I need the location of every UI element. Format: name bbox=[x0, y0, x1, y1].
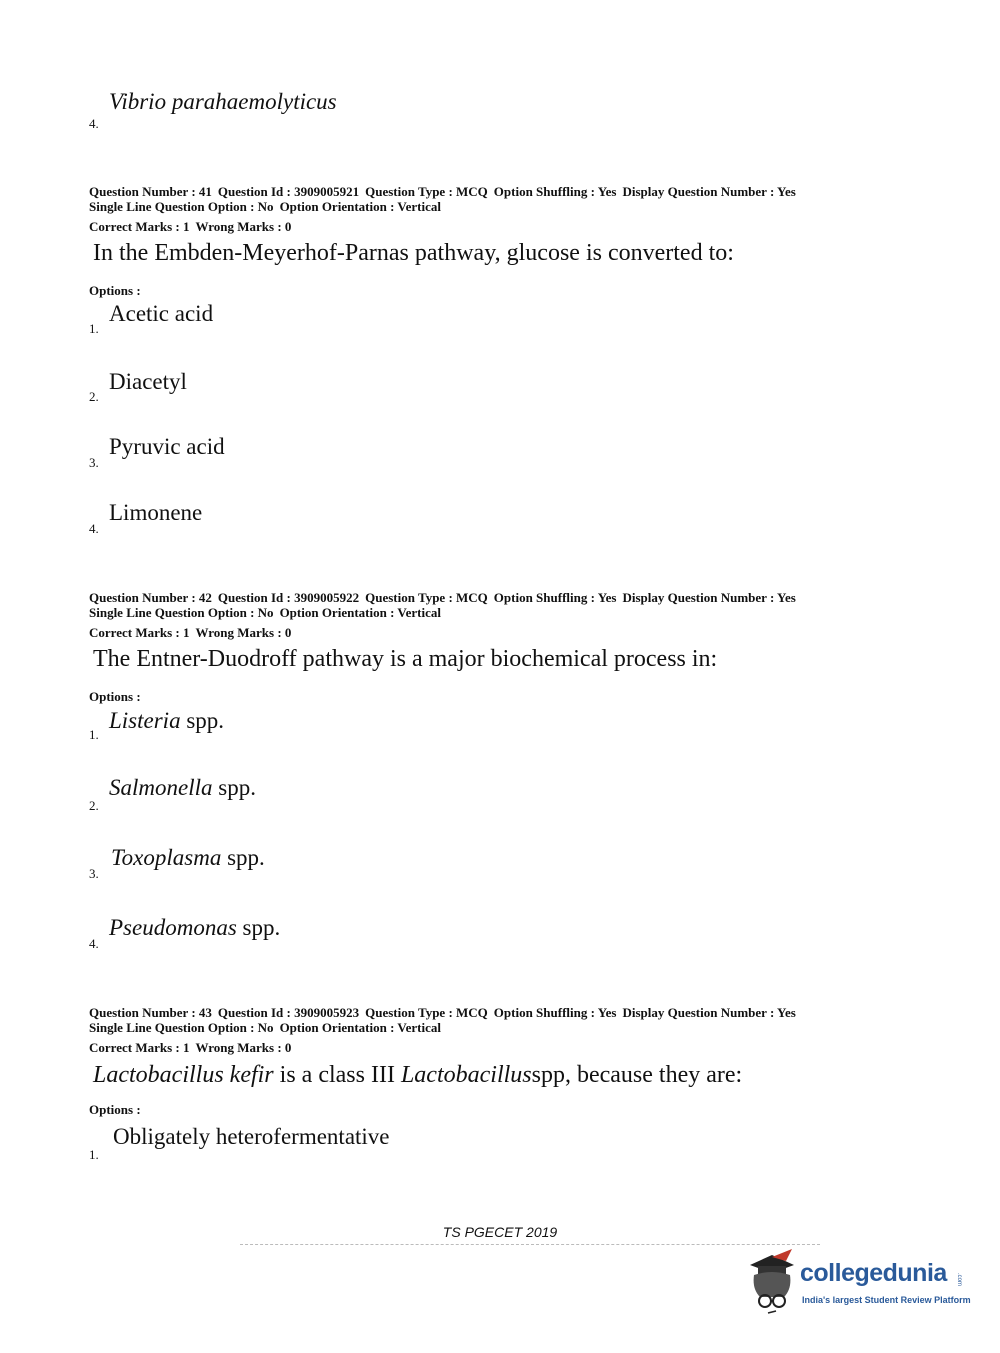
option-text: Vibrio parahaemolyticus bbox=[109, 89, 337, 114]
options-label: Options : bbox=[89, 283, 141, 298]
question-marks: Correct Marks : 1 Wrong Marks : 0 bbox=[89, 1040, 292, 1055]
footer-text: TS PGECET 2019 bbox=[442, 1224, 558, 1240]
footer-divider bbox=[240, 1244, 820, 1245]
option-text: Acetic acid bbox=[109, 301, 214, 326]
question-meta: Single Line Question Option : No Option Orientation : Vertical bbox=[89, 199, 441, 214]
option-text: Diacetyl bbox=[109, 369, 187, 394]
collegedunia-logo bbox=[742, 1247, 972, 1317]
option-number: 1. bbox=[89, 1147, 99, 1162]
option-text: Salmonella spp. bbox=[109, 775, 256, 800]
option-text: Pseudomonas spp. bbox=[109, 915, 281, 940]
logo-wordmark: collegedunia bbox=[800, 1259, 947, 1287]
option-text: Listeria spp. bbox=[109, 708, 225, 733]
option-number: 4. bbox=[89, 521, 99, 536]
option-text: Obligately heterofermentative bbox=[113, 1124, 390, 1149]
question-meta: Single Line Question Option : No Option Orientation : Vertical bbox=[89, 1020, 441, 1035]
option-number: 1. bbox=[89, 321, 99, 336]
mascot-icon bbox=[742, 1247, 802, 1317]
options-label: Options : bbox=[89, 1102, 141, 1117]
question-meta: Question Number : 42 Question Id : 3909005922 Question Type : MCQ Option Shuffling : Yes Display Question Number : Yes bbox=[89, 590, 796, 605]
question-marks: Correct Marks : 1 Wrong Marks : 0 bbox=[89, 625, 292, 640]
option-number: 2. bbox=[89, 389, 99, 404]
option-text: Pyruvic acid bbox=[109, 434, 225, 459]
question-text: The Entner-Duodroff pathway is a major biochemical process in: bbox=[93, 646, 718, 672]
option-number: 3. bbox=[89, 866, 99, 881]
options-label: Options : bbox=[89, 689, 141, 704]
question-meta: Question Number : 43 Question Id : 3909005923 Question Type : MCQ Option Shuffling : Yes Display Question Number : Yes bbox=[89, 1005, 796, 1020]
option-number: 4. bbox=[89, 936, 99, 951]
question-meta: Single Line Question Option : No Option Orientation : Vertical bbox=[89, 605, 441, 620]
option-number: 2. bbox=[89, 798, 99, 813]
option-number: 4. bbox=[89, 116, 99, 131]
question-text: In the Embden-Meyerhof-Parnas pathway, glucose is converted to: bbox=[93, 240, 734, 266]
option-number: 3. bbox=[89, 455, 99, 470]
option-number: 1. bbox=[89, 727, 99, 742]
logo-tagline: India's largest Student Review Platform bbox=[802, 1295, 971, 1305]
option-text: Toxoplasma spp. bbox=[111, 845, 265, 870]
option-text: Limonene bbox=[109, 500, 203, 525]
question-meta: Question Number : 41 Question Id : 3909005921 Question Type : MCQ Option Shuffling : Yes Display Question Number : Yes bbox=[89, 184, 796, 199]
logo-suffix: .com bbox=[956, 1273, 962, 1287]
question-text: Lactobacillus kefir is a class III Lactobacillusspp, because they are: bbox=[93, 1062, 743, 1088]
question-marks: Correct Marks : 1 Wrong Marks : 0 bbox=[89, 219, 292, 234]
